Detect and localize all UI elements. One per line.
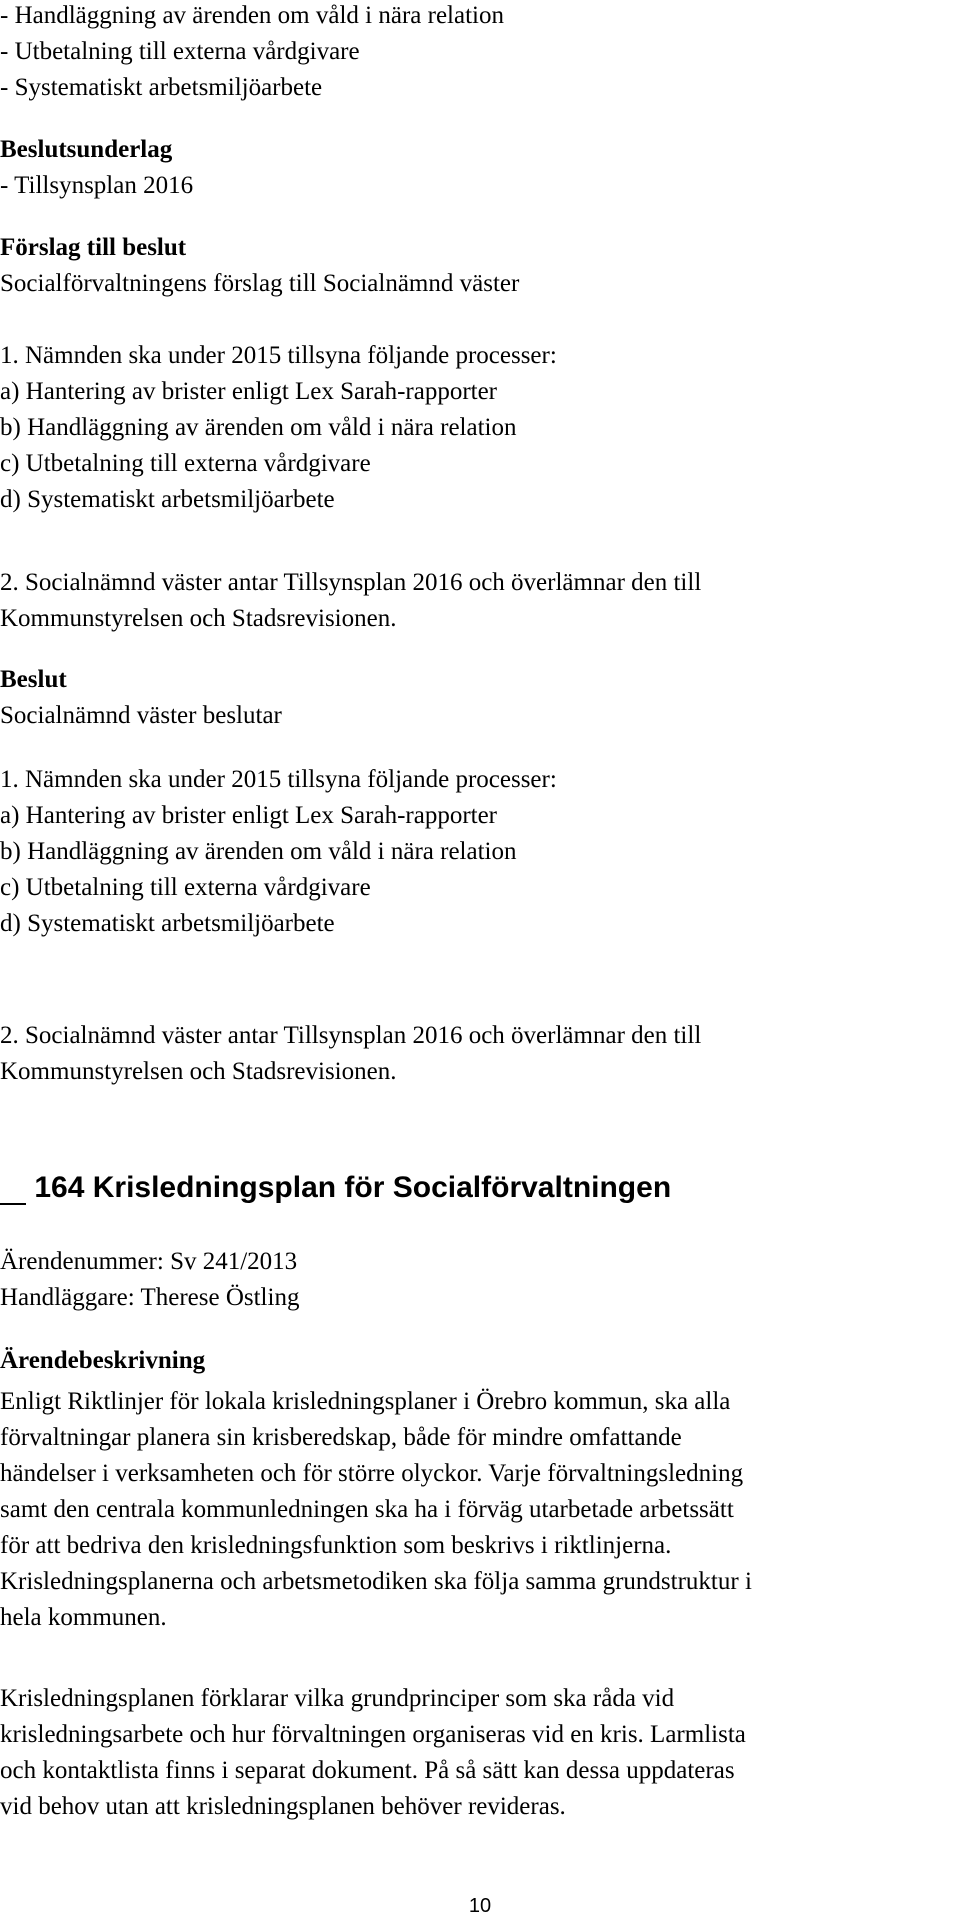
paragraph2-line: och kontaktlista finns i separat dokument. På så sätt kan dessa uppdateras (0, 1757, 735, 1784)
arendebeskrivning-heading: Ärendebeskrivning (0, 1347, 206, 1374)
forslag-intro: Socialförvaltningens förslag till Socialnämnd väster (0, 270, 520, 297)
paragraph1-line: Krisledningsplanerna och arbetsmetodiken ska följa samma grundstruktur i (0, 1568, 752, 1595)
beslut-point1-line: b) Handläggning av ärenden om våld i nära relation (0, 838, 517, 865)
forslag-point1-line: c) Utbetalning till externa vårdgivare (0, 450, 371, 477)
paragraph1-line: händelser i verksamheten och för större olyckor. Varje förvaltningsledning (0, 1460, 744, 1487)
paragraph1-line: förvaltningar planera sin krisberedskap, både för mindre omfattande (0, 1424, 682, 1451)
heading-underline-mark (0, 1203, 26, 1205)
forslag-point2-line: Kommunstyrelsen och Stadsrevisionen. (0, 605, 397, 632)
beslut-point1-line: 1. Nämnden ska under 2015 tillsyna följande processer: (0, 766, 557, 793)
top-list-item: - Utbetalning till externa vårdgivare (0, 38, 360, 65)
forslag-point1-line: 1. Nämnden ska under 2015 tillsyna följande processer: (0, 342, 557, 369)
section-164-heading (0, 1168, 671, 1208)
top-list-item: - Handläggning av ärenden om våld i nära relation (0, 2, 504, 29)
paragraph2-line: vid behov utan att krisledningsplanen behöver revideras. (0, 1793, 566, 1820)
page-number: 10 (468, 1895, 492, 1917)
beslut-point1-line: c) Utbetalning till externa vårdgivare (0, 874, 371, 901)
paragraph1-line: samt den centrala kommunledningen ska ha i förväg utarbetade arbetssätt (0, 1496, 734, 1523)
forslag-point1-line: d) Systematiskt arbetsmiljöarbete (0, 486, 335, 513)
paragraph1-line: hela kommunen. (0, 1604, 167, 1631)
top-list-item: - Systematiskt arbetsmiljöarbete (0, 74, 323, 101)
beslut-point1-line: a) Hantering av brister enligt Lex Sarah-rapporter (0, 802, 498, 829)
beslut-heading: Beslut (0, 666, 67, 693)
beslutsunderlag-heading: Beslutsunderlag (0, 136, 173, 163)
forslag-heading: Förslag till beslut (0, 234, 187, 261)
section-164-heading-text: 164 Krisledningsplan för Socialförvaltningen (34, 1171, 672, 1204)
forslag-point2-line: 2. Socialnämnd väster antar Tillsynsplan 2016 och överlämnar den till (0, 569, 702, 596)
paragraph2-line: Krisledningsplanen förklarar vilka grundprinciper som ska råda vid (0, 1685, 675, 1712)
beslut-intro: Socialnämnd väster beslutar (0, 702, 282, 729)
paragraph1-line: Enligt Riktlinjer för lokala krisledningsplaner i Örebro kommun, ska alla (0, 1388, 731, 1415)
beslut-point1-line: d) Systematiskt arbetsmiljöarbete (0, 910, 335, 937)
beslutsunderlag-item: - Tillsynsplan 2016 (0, 172, 194, 199)
handlaggare: Handläggare: Therese Östling (0, 1284, 300, 1311)
beslut-point2-line: Kommunstyrelsen och Stadsrevisionen. (0, 1058, 397, 1085)
forslag-point1-line: a) Hantering av brister enligt Lex Sarah-rapporter (0, 378, 498, 405)
paragraph1-line: för att bedriva den krisledningsfunktion som beskrivs i riktlinjerna. (0, 1532, 672, 1559)
beslut-point2-line: 2. Socialnämnd väster antar Tillsynsplan 2016 och överlämnar den till (0, 1022, 702, 1049)
arendenummer: Ärendenummer: Sv 241/2013 (0, 1248, 298, 1275)
forslag-point1-line: b) Handläggning av ärenden om våld i nära relation (0, 414, 517, 441)
paragraph2-line: krisledningsarbete och hur förvaltningen organiseras vid en kris. Larmlista (0, 1721, 746, 1748)
